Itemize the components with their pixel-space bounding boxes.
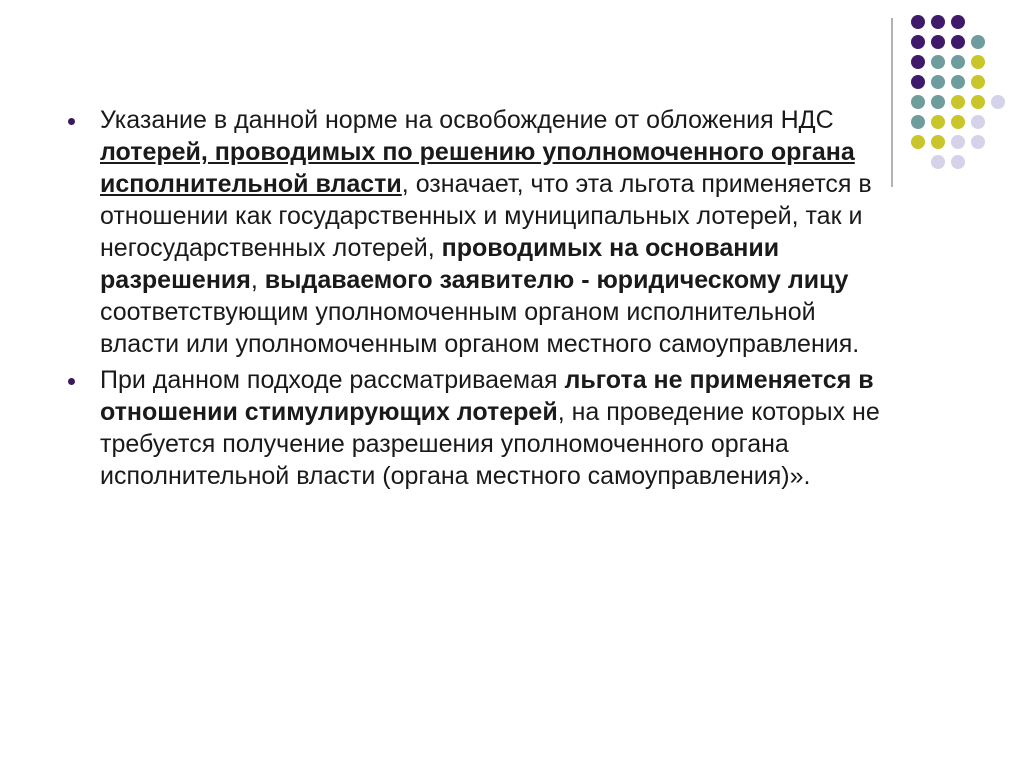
dot-grid-icon bbox=[911, 15, 1005, 169]
bullet-text-1-seg-1: лотерей, проводимых по решению уполномоченного органа исполнительной власти bbox=[100, 138, 855, 198]
decor-dot bbox=[951, 35, 965, 49]
decor-dot bbox=[911, 15, 925, 29]
bullet-marker bbox=[68, 378, 75, 385]
decor-dot bbox=[971, 55, 985, 69]
decor-dot bbox=[931, 15, 945, 29]
bullet-text-2-seg-1: льгота не применяется в отношении стимулирующих лотерей bbox=[100, 366, 874, 426]
decor-dot bbox=[911, 55, 925, 69]
decor-dot bbox=[931, 135, 945, 149]
decor-dot bbox=[971, 115, 985, 129]
decor-dot bbox=[971, 75, 985, 89]
decor-dot bbox=[931, 155, 945, 169]
bullet-text-1-seg-4: , bbox=[250, 266, 265, 294]
decor-dot bbox=[951, 55, 965, 69]
decor-dot bbox=[911, 35, 925, 49]
decor-dot bbox=[911, 95, 925, 109]
decor-dot bbox=[951, 115, 965, 129]
decor-dot bbox=[951, 135, 965, 149]
decor-dot bbox=[931, 95, 945, 109]
slide-body bbox=[60, 104, 890, 496]
decor-dot bbox=[931, 115, 945, 129]
bullet-text-1-seg-3: проводимых на основании разрешения bbox=[100, 234, 780, 294]
decor-dot bbox=[951, 155, 965, 169]
bullet-text-1-seg-0: Указание в данной норме на освобождение от обложения НДС bbox=[100, 106, 834, 134]
bullet-item-2 bbox=[60, 364, 890, 492]
decor-dot bbox=[931, 35, 945, 49]
bullet-text-1-seg-5: выдаваемого заявителю - юридическому лицу bbox=[264, 266, 849, 294]
bullet-text-2-seg-2: , на проведение которых не требуется получение разрешения уполномоченного органа исполнительной власти (органа местного самоуправления)». bbox=[100, 398, 880, 490]
decor-dot bbox=[951, 15, 965, 29]
decor-dot bbox=[991, 95, 1005, 109]
decor-dot bbox=[931, 75, 945, 89]
decor-dot bbox=[951, 95, 965, 109]
bullet-item-1 bbox=[60, 104, 890, 360]
decor-dot bbox=[951, 75, 965, 89]
decor-dot bbox=[971, 95, 985, 109]
decor-dot bbox=[971, 135, 985, 149]
decor-dot bbox=[911, 135, 925, 149]
decor-dot bbox=[971, 35, 985, 49]
bullet-text-1-seg-6: соответствующим уполномоченным органом исполнительной власти или уполномоченным органом местного самоуправления. bbox=[100, 298, 860, 358]
decor-dot bbox=[911, 75, 925, 89]
bullet-marker bbox=[68, 118, 75, 125]
decor-dot bbox=[931, 55, 945, 69]
bullet-text-2-seg-0: При данном подходе рассматриваемая bbox=[100, 366, 565, 394]
decor-dot bbox=[911, 115, 925, 129]
bullet-text-1-seg-2: , означает, что эта льгота применяется в отношении как государственных и муниципальных лотерей, так и негосударственных лотерей, bbox=[100, 170, 872, 262]
